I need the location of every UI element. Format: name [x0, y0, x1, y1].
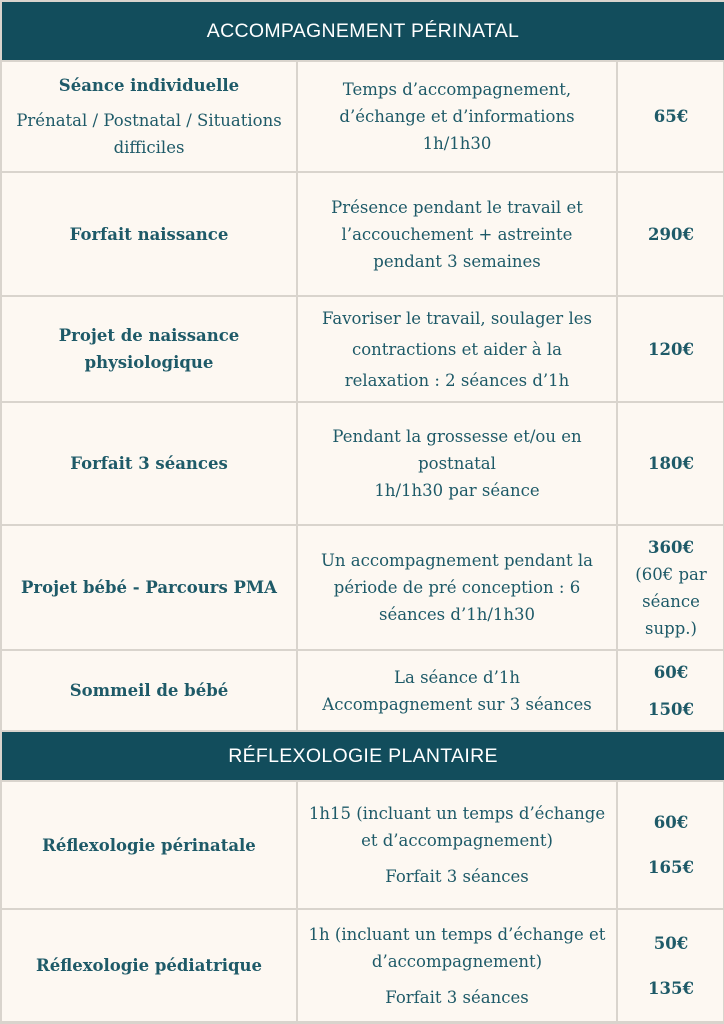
price-cell — [617, 525, 724, 650]
service-name: Séance individuelle — [58, 76, 240, 95]
price-cell — [617, 296, 724, 402]
price-note: (60€ par séance supp.) — [635, 564, 707, 638]
description-line: Forfait 3 séances — [385, 987, 529, 1007]
description-line: La séance d’1h — [394, 667, 520, 687]
description-line: Forfait 3 séances — [385, 867, 529, 886]
service-description-cell — [297, 296, 617, 402]
section-header-accompagnement — [1, 1, 724, 61]
service-name-cell — [1, 61, 297, 172]
description-line: Un accompagnement pendant la — [321, 551, 593, 570]
service-description-cell — [297, 909, 617, 1022]
price-cell — [617, 61, 724, 172]
description-line: d’accompagnement) — [371, 951, 543, 971]
price: 165€ — [648, 858, 694, 877]
price: 60€ — [653, 662, 689, 682]
service-description-cell — [297, 61, 617, 172]
description-line: Présence pendant le travail et — [331, 197, 583, 217]
service-name-cell — [1, 909, 297, 1022]
service-name: Réflexologie périnatale — [42, 835, 256, 855]
table-row — [1, 296, 724, 402]
price-cell — [617, 781, 724, 909]
service-description-cell — [297, 781, 617, 909]
price-cell — [617, 909, 724, 1022]
price: 360€ — [648, 537, 694, 557]
price: 65€ — [653, 107, 689, 126]
price-cell — [617, 172, 724, 296]
description-line: 1h/1h30 — [422, 134, 492, 153]
description-line: Temps d’accompagnement, — [342, 80, 572, 99]
description-line: contractions et aider à la — [352, 339, 562, 359]
table-row — [1, 172, 724, 296]
table-row — [1, 525, 724, 650]
service-name: Projet de naissance physiologique — [58, 326, 240, 372]
service-name-cell — [1, 402, 297, 525]
description-line: Accompagnement sur 3 séances — [322, 694, 592, 714]
table-row — [1, 61, 724, 172]
service-name-cell — [1, 525, 297, 650]
price: 135€ — [648, 978, 694, 998]
service-description-cell — [297, 172, 617, 296]
service-name: Forfait 3 séances — [70, 454, 228, 473]
description-line: Pendant la grossesse et/ou en — [332, 427, 582, 446]
price-cell — [617, 402, 724, 525]
price: 50€ — [653, 933, 689, 953]
description-line: pendant 3 semaines — [373, 251, 541, 271]
description-line: 1h (incluant un temps d’échange et — [308, 924, 606, 944]
table-row — [1, 650, 724, 731]
description-line: postnatal — [418, 454, 496, 473]
price: 290€ — [648, 224, 694, 244]
price: 150€ — [648, 699, 694, 719]
service-name: Projet bébé - Parcours PMA — [21, 578, 277, 597]
price: 120€ — [648, 339, 694, 359]
description-line: l’accouchement + astreinte — [341, 224, 573, 244]
description-line: 1h15 (incluant un temps d’échange — [308, 804, 606, 823]
service-name-cell — [1, 650, 297, 731]
price: 60€ — [653, 813, 689, 832]
service-subtitle: Prénatal / Postnatal / Situations difficiles — [16, 111, 282, 157]
service-description-cell — [297, 402, 617, 525]
price-cell — [617, 650, 724, 731]
service-name: Réflexologie pédiatrique — [35, 956, 262, 975]
table-row — [1, 909, 724, 1022]
service-name-cell — [1, 296, 297, 402]
service-name: Forfait naissance — [69, 224, 229, 244]
service-name-cell — [1, 172, 297, 296]
service-description-cell — [297, 650, 617, 731]
table-row — [1, 402, 724, 525]
section-header-reflexologie — [1, 731, 724, 781]
section-title: RÉFLEXOLOGIE PLANTAIRE — [228, 744, 498, 767]
section-title: ACCOMPAGNEMENT PÉRINATAL — [206, 19, 520, 42]
description-line: et d’accompagnement) — [361, 831, 553, 850]
service-description-cell — [297, 525, 617, 650]
price: 180€ — [648, 454, 694, 473]
description-line: 1h/1h30 par séance — [374, 481, 540, 500]
service-name-cell — [1, 781, 297, 909]
description-line: d’échange et d’informations — [339, 107, 575, 126]
service-name: Sommeil de bébé — [69, 681, 229, 700]
table-row — [1, 781, 724, 909]
description-line: relaxation : 2 séances d’1h — [344, 370, 570, 390]
description-line: Favoriser le travail, soulager les — [322, 308, 592, 328]
description-line: séances d’1h/1h30 — [378, 605, 536, 624]
description-line: période de pré conception : 6 — [333, 578, 581, 597]
